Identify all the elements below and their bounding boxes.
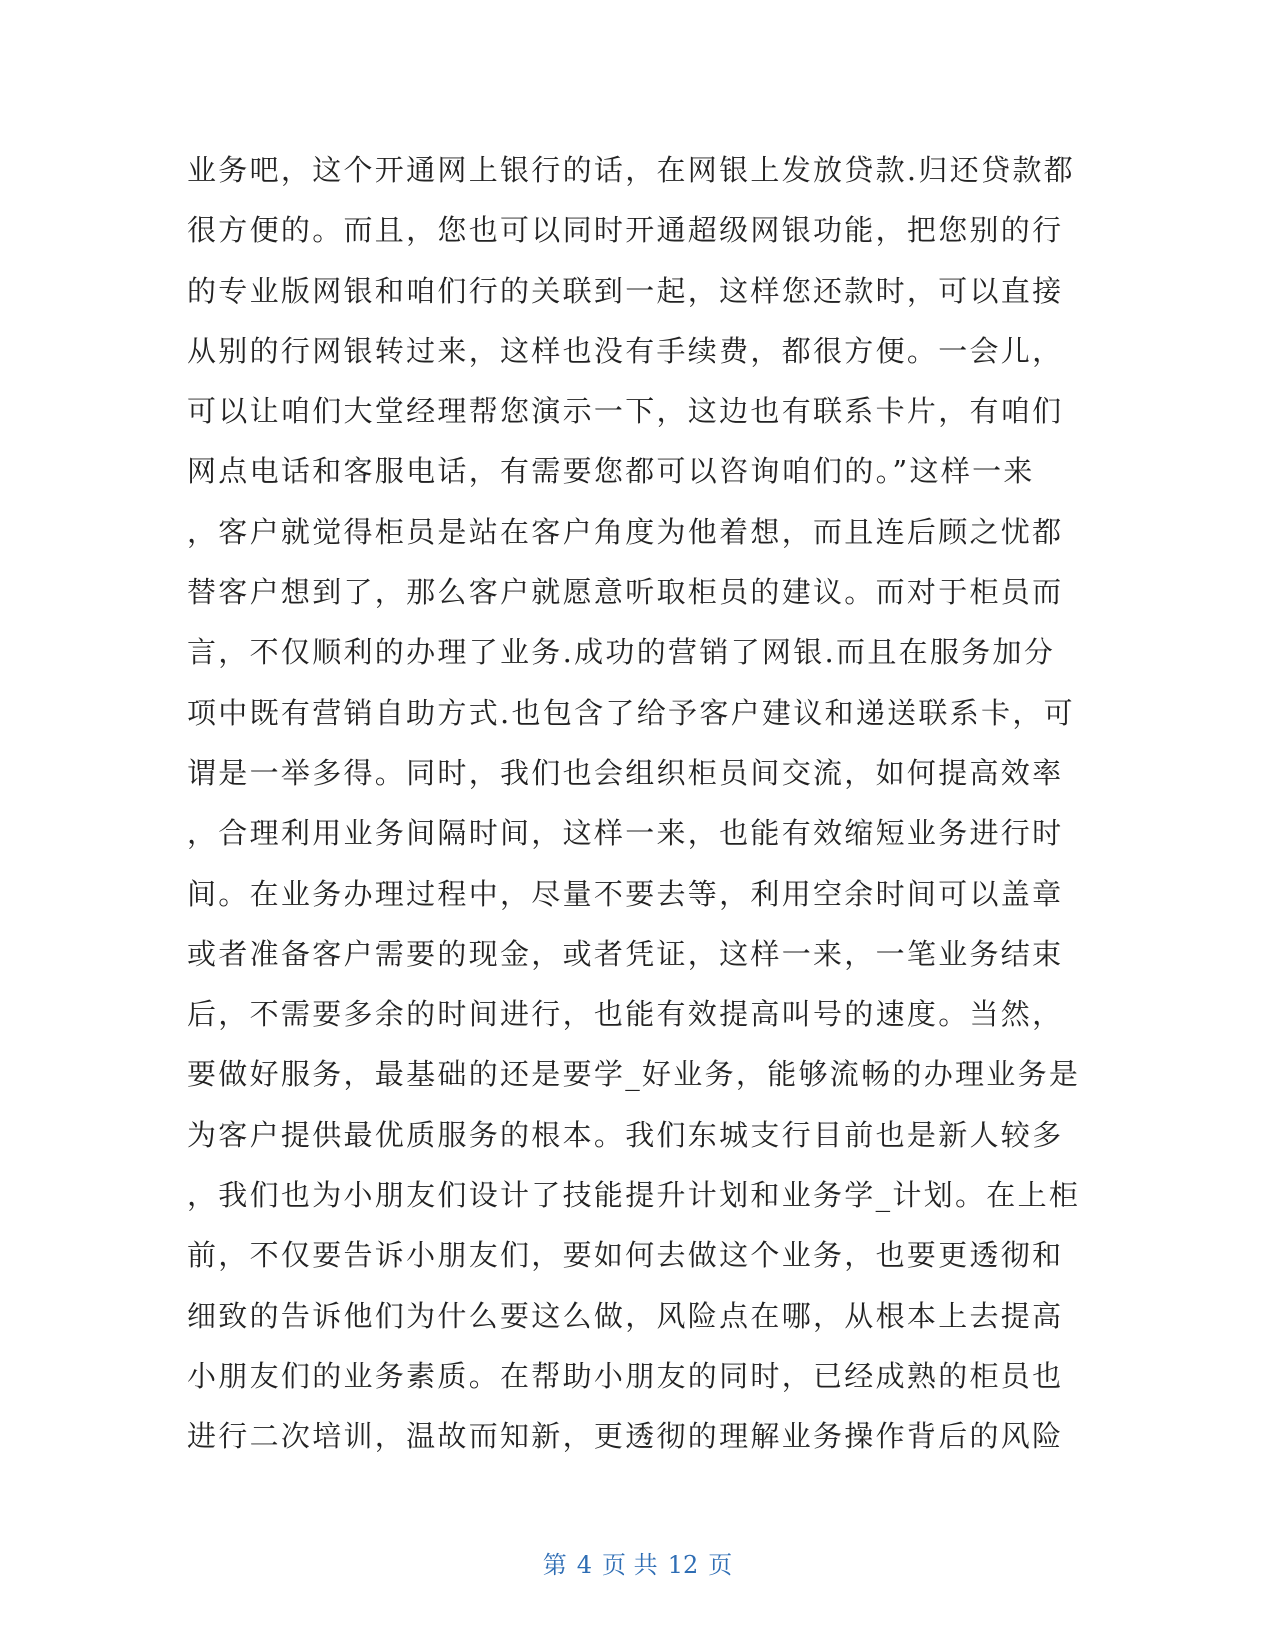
text-line: 言，不仅顺利的办理了业务.成功的营销了网银.而且在服务加分 xyxy=(187,635,1056,670)
footer-middle: 页 共 xyxy=(602,1551,658,1579)
page-footer xyxy=(0,1545,1275,1580)
text-line: 业务吧，这个开通网上银行的话，在网银上发放贷款.归还贷款都 xyxy=(187,153,1075,187)
text-line: 小朋友们的业务素质。在帮助小朋友的同时，已经成熟的柜员也 xyxy=(187,1358,1064,1393)
text-line: 可以让咱们大堂经理帮您演示一下，这边也有联系卡片，有咱们 xyxy=(187,394,1064,429)
text-line: 后，不需要多余的时间进行，也能有效提高叫号的速度。当然， xyxy=(187,997,1064,1032)
text-line: 很方便的。而且，您也可以同时开通超级网银功能，把您别的行 xyxy=(187,213,1064,248)
text-line: ，客户就觉得柜员是站在客户角度为他着想，而且连后顾之忧都 xyxy=(187,514,1064,549)
text-line: 网点电话和客服电话，有需要您都可以咨询咱们的。”这样一来 xyxy=(187,454,1035,489)
text-line: 的专业版网银和咱们行的关联到一起，这样您还款时，可以直接 xyxy=(187,273,1064,308)
text-line: 从别的行网银转过来，这样也没有手续费，都很方便。一会儿， xyxy=(187,333,1064,368)
text-line: 细致的告诉他们为什么要这么做，风险点在哪，从根本上去提高 xyxy=(187,1298,1064,1333)
footer-suffix: 页 xyxy=(708,1551,733,1579)
text-line: 进行二次培训，温故而知新，更透彻的理解业务操作背后的风险 xyxy=(187,1419,1064,1454)
text-line: 项中既有营销自助方式.也包含了给予客户建议和递送联系卡，可 xyxy=(187,695,1075,730)
text-line: 要做好服务，最基础的还是要学_好业务，能够流畅的办理业务是 xyxy=(187,1057,1081,1092)
text-line: 为客户提供最优质服务的根本。我们东城支行目前也是新人较多 xyxy=(187,1117,1064,1152)
text-line: 前，不仅要告诉小朋友们，要如何去做这个业务，也要更透彻和 xyxy=(187,1238,1064,1273)
text-line: 替客户想到了，那么客户就愿意听取柜员的建议。而对于柜员而 xyxy=(187,575,1064,610)
text-line: 间。在业务办理过程中，尽量不要去等，利用空余时间可以盖章 xyxy=(187,876,1064,911)
current-page-number: 4 xyxy=(576,1551,593,1579)
text-line: 谓是一举多得。同时，我们也会组织柜员间交流，如何提高效率 xyxy=(187,755,1064,790)
document-body xyxy=(187,140,1087,1467)
text-line: 或者准备客户需要的现金，或者凭证，这样一来，一笔业务结束 xyxy=(187,936,1064,971)
text-line: ，合理利用业务间隔时间，这样一来，也能有效缩短业务进行时 xyxy=(187,816,1064,851)
total-pages-number: 12 xyxy=(667,1551,699,1579)
text-line: ，我们也为小朋友们设计了技能提升计划和业务学_计划。在上柜 xyxy=(187,1178,1081,1213)
footer-prefix: 第 xyxy=(542,1551,567,1579)
